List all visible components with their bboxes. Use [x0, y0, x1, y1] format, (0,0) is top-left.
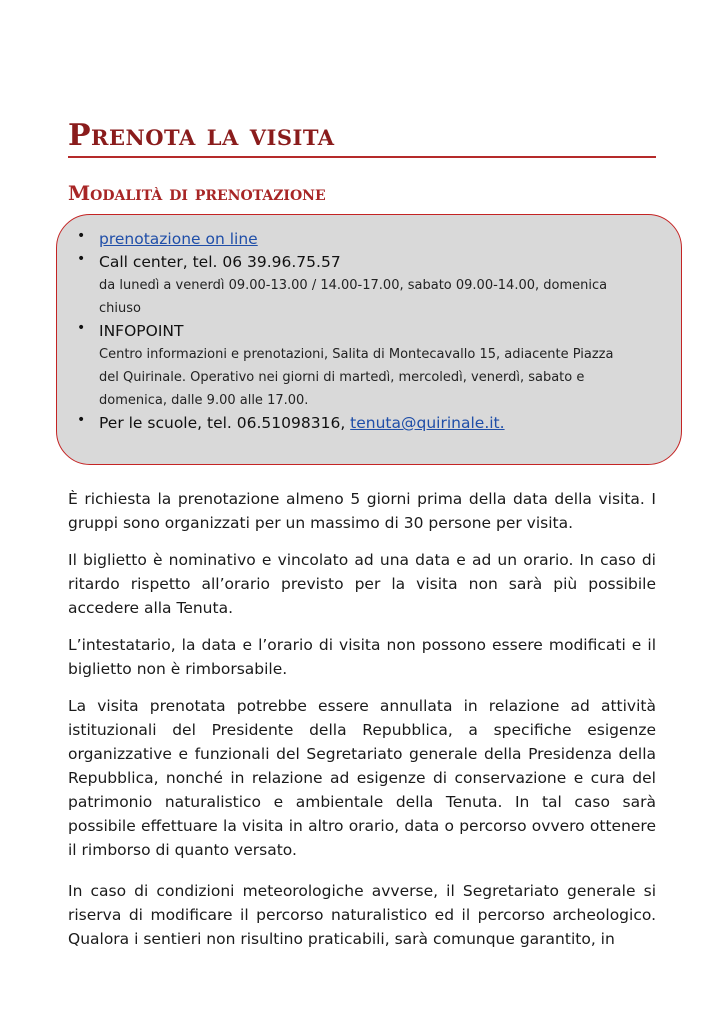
- infopoint-desc-1: Centro informazioni e prenotazioni, Salita di Montecavallo 15, adiacente Piazza: [99, 347, 614, 362]
- paragraph-cancellation: La visita prenotata potrebbe essere annullata in relazione ad attività istituzionali del Presidente della Repubblica, a specifiche esigenze organizzative e funzionali del Segretariato generale della Presidenza della Repubblica, nonché in relazione ad esigenze di conservazione e cura del patrimonio naturalistico e ambientale della Tenuta. In tal caso sarà possibile effettuare la visita in altro orario, data o percorso ovvero ottenere il rimborso di quanto versato.: [68, 697, 656, 859]
- section-subtitle: Modalità di prenotazione: [68, 181, 326, 205]
- list-item-call-center: [73, 251, 663, 320]
- call-center-hours-cont: chiuso: [99, 301, 141, 316]
- infopoint-desc-2: del Quirinale. Operativo nei giorni di martedì, mercoledì, venerdì, sabato e: [99, 370, 585, 385]
- call-center-label: Call center, tel. 06 39.96.75.57: [99, 253, 341, 271]
- online-booking-link[interactable]: prenotazione on line: [99, 230, 258, 248]
- bullet-icon: •: [77, 320, 86, 336]
- paragraph-non-refundable: L’intestatario, la data e l’orario di visita non possono essere modificati e il biglietto non è rimborsabile.: [68, 636, 656, 678]
- list-item-schools: [73, 412, 663, 435]
- paragraph-ticket-rules: Il biglietto è nominativo e vincolato ad una data e ad un orario. In caso di ritardo rispetto all’orario previsto per la visita non sarà più possibile accedere alla Tenuta.: [68, 551, 656, 617]
- list-item-infopoint: [73, 320, 663, 412]
- bullet-icon: •: [77, 228, 86, 244]
- list-item-online: [73, 228, 663, 251]
- infopoint-desc-3: domenica, dalle 9.00 alle 17.00.: [99, 393, 309, 408]
- schools-email-link[interactable]: tenuta@quirinale.it.: [350, 414, 505, 432]
- schools-line: [99, 412, 663, 435]
- paragraph-booking-notice: È richiesta la prenotazione almeno 5 giorni prima della data della visita. I gruppi sono organizzati per un massimo di 30 persone per visita.: [68, 490, 656, 532]
- call-center-hours: da lunedì a venerdì 09.00-13.00 / 14.00-17.00, sabato 09.00-14.00, domenica: [99, 278, 608, 293]
- booking-options-list: [73, 228, 663, 435]
- bullet-icon: •: [77, 251, 86, 267]
- bullet-icon: •: [77, 412, 86, 428]
- booking-options-box: [56, 214, 682, 465]
- schools-contact: Per le scuole, tel. 06.51098316,: [99, 414, 351, 432]
- page-title: Prenota la visita: [68, 118, 656, 158]
- paragraph-weather: In caso di condizioni meteorologiche avverse, il Segretariato generale si riserva di modificare il percorso naturalistico ed il percorso archeologico. Qualora i sentieri non risultino praticabili, sarà comunque garantito, in: [68, 882, 656, 948]
- infopoint-label: INFOPOINT: [99, 322, 184, 340]
